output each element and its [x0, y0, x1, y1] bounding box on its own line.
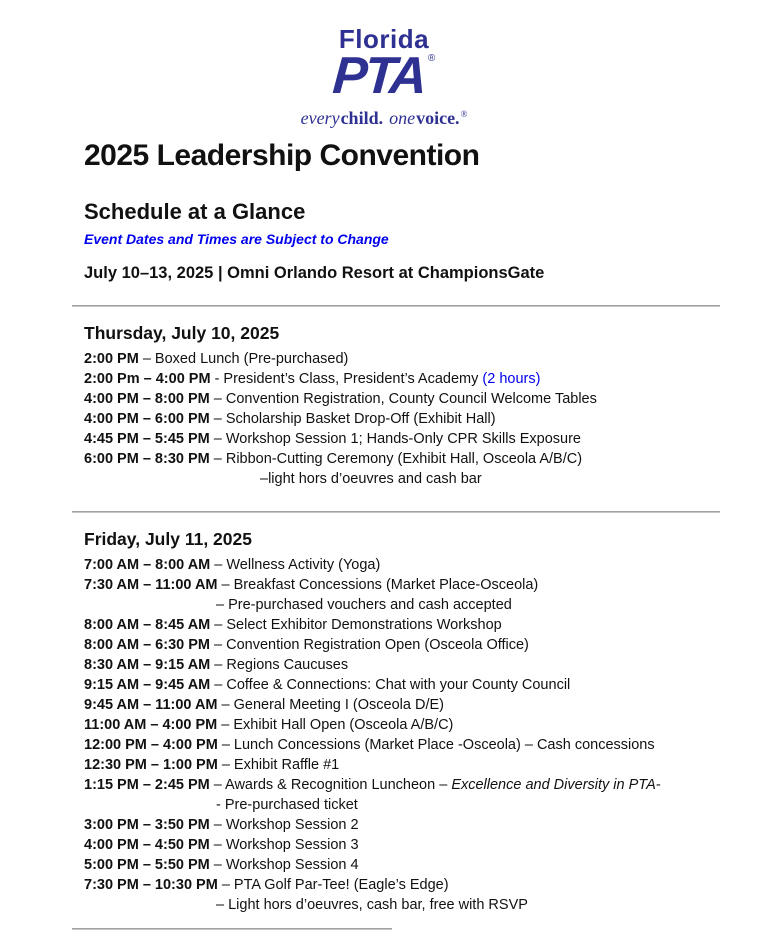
highlight-text: (2 hours)	[482, 371, 541, 387]
schedule-line	[84, 449, 720, 469]
event-text: –light hors d’oeuvres and cash bar	[260, 471, 482, 487]
schedule-line	[84, 409, 720, 429]
event-text: – Convention Registration, County Council Welcome Tables	[209, 391, 597, 407]
time-range: 4:45 PM – 5:45 PM	[84, 431, 210, 447]
schedule-line	[84, 555, 720, 575]
section-divider	[72, 305, 720, 307]
event-text: – Exhibit Raffle #1	[217, 757, 340, 773]
schedule-line	[84, 875, 720, 895]
tagline-word-one: one	[389, 108, 416, 128]
schedule-line	[84, 429, 720, 449]
schedule-line	[84, 349, 720, 369]
logo-registered-mark: ®	[427, 53, 436, 64]
tagline-word-voice: voice.	[416, 108, 460, 128]
event-text: – Light hors d’oeuvres, cash bar, free with RSVP	[216, 897, 528, 913]
schedule-line	[84, 615, 720, 635]
time-range: 9:45 AM – 11:00 AM	[84, 697, 218, 713]
logo-florida-text: Florida	[338, 24, 430, 54]
schedule-line	[84, 595, 720, 615]
tagline-word-every: every	[300, 108, 340, 128]
tagline-registered-mark: ®	[460, 109, 468, 119]
time-range: 7:30 AM – 11:00 AM	[84, 577, 218, 593]
time-range: 8:00 AM – 8:45 AM	[84, 617, 211, 633]
event-text: – Boxed Lunch (Pre-purchased)	[138, 351, 349, 367]
pta-logo	[0, 26, 768, 127]
schedule-line	[84, 775, 720, 795]
time-range: 4:00 PM – 4:50 PM	[84, 837, 210, 853]
event-text: – Ribbon-Cutting Ceremony (Exhibit Hall, Osceola A/B/C)	[209, 451, 583, 467]
event-text: – Awards & Recognition Luncheon –	[209, 777, 452, 793]
event-text: – Breakfast Concessions (Market Place-Osceola)	[217, 577, 539, 593]
schedule-line	[84, 389, 720, 409]
logo-tagline	[301, 109, 468, 127]
change-notice: Event Dates and Times are Subject to Change	[84, 231, 389, 247]
schedule-sections	[84, 305, 720, 930]
schedule-line	[84, 655, 720, 675]
date-venue: July 10–13, 2025 | Omni Orlando Resort at ChampionsGate	[84, 264, 545, 282]
event-text: – Coffee & Connections: Chat with your County Council	[210, 677, 571, 693]
time-range: 8:00 AM – 6:30 PM	[84, 637, 210, 653]
time-range: 2:00 Pm – 4:00 PM	[84, 371, 211, 387]
time-range: 4:00 PM – 6:00 PM	[84, 411, 210, 427]
event-text: – Exhibit Hall Open (Osceola A/B/C)	[217, 717, 454, 733]
time-range: 12:30 PM – 1:00 PM	[84, 757, 218, 773]
event-text: – Workshop Session 4	[209, 857, 359, 873]
day-title: Friday, July 11, 2025	[84, 529, 252, 549]
schedule-line	[84, 735, 720, 755]
day-section	[84, 529, 720, 915]
time-range: 9:15 AM – 9:45 AM	[84, 677, 211, 693]
time-range: 2:00 PM	[84, 351, 139, 367]
schedule-line	[84, 695, 720, 715]
time-range: 7:00 AM – 8:00 AM	[84, 557, 211, 573]
time-range: 7:30 PM – 10:30 PM	[84, 877, 218, 893]
schedule-line	[84, 675, 720, 695]
schedule-line	[84, 835, 720, 855]
time-range: 1:15 PM – 2:45 PM	[84, 777, 210, 793]
time-range: 11:00 AM – 4:00 PM	[84, 717, 218, 733]
document-content	[84, 139, 720, 930]
logo-pta-row	[330, 47, 436, 105]
schedule-line	[84, 815, 720, 835]
event-text: – Workshop Session 3	[209, 837, 359, 853]
logo-pta-text: PTA	[330, 47, 426, 105]
event-text: – Workshop Session 1; Hands-Only CPR Skills Exposure	[209, 431, 581, 447]
section-divider	[72, 511, 720, 513]
event-text: – Lunch Concessions (Market Place -Osceola) – Cash concessions	[217, 737, 655, 753]
schedule-line	[84, 795, 720, 815]
schedule-line	[84, 755, 720, 775]
event-text: – Workshop Session 2	[209, 817, 359, 833]
event-text: – Regions Caucuses	[210, 657, 349, 673]
time-range: 8:30 AM – 9:15 AM	[84, 657, 211, 673]
day-title: Thursday, July 10, 2025	[84, 323, 280, 343]
event-text: – Pre-purchased vouchers and cash accepted	[216, 597, 512, 613]
event-text: – Select Exhibitor Demonstrations Workshop	[210, 617, 502, 633]
schedule-line	[84, 369, 720, 389]
tagline-word-child: child.	[340, 108, 384, 128]
schedule-heading: Schedule at a Glance	[84, 199, 306, 224]
schedule-line	[84, 575, 720, 595]
page-title: 2025 Leadership Convention	[84, 139, 480, 172]
event-text: – PTA Golf Par-Tee! (Eagle’s Edge)	[217, 877, 449, 893]
event-text: - President’s Class, President’s Academy	[210, 371, 483, 387]
event-text: – Convention Registration Open (Osceola Office)	[209, 637, 529, 653]
event-text: – Scholarship Basket Drop-Off (Exhibit Hall)	[209, 411, 496, 427]
time-range: 12:00 PM – 4:00 PM	[84, 737, 218, 753]
time-range: 5:00 PM – 5:50 PM	[84, 857, 210, 873]
event-text: – Wellness Activity (Yoga)	[210, 557, 381, 573]
day-section	[84, 323, 720, 489]
schedule-line	[84, 895, 720, 915]
schedule-line	[84, 855, 720, 875]
schedule-line	[84, 715, 720, 735]
event-text: - Pre-purchased ticket	[216, 797, 358, 813]
schedule-line	[84, 635, 720, 655]
event-text: – General Meeting I (Osceola D/E)	[217, 697, 444, 713]
schedule-line	[84, 469, 720, 489]
emphasis-text: Excellence and Diversity in PTA-	[451, 777, 661, 793]
time-range: 4:00 PM – 8:00 PM	[84, 391, 210, 407]
time-range: 3:00 PM – 3:50 PM	[84, 817, 210, 833]
time-range: 6:00 PM – 8:30 PM	[84, 451, 210, 467]
